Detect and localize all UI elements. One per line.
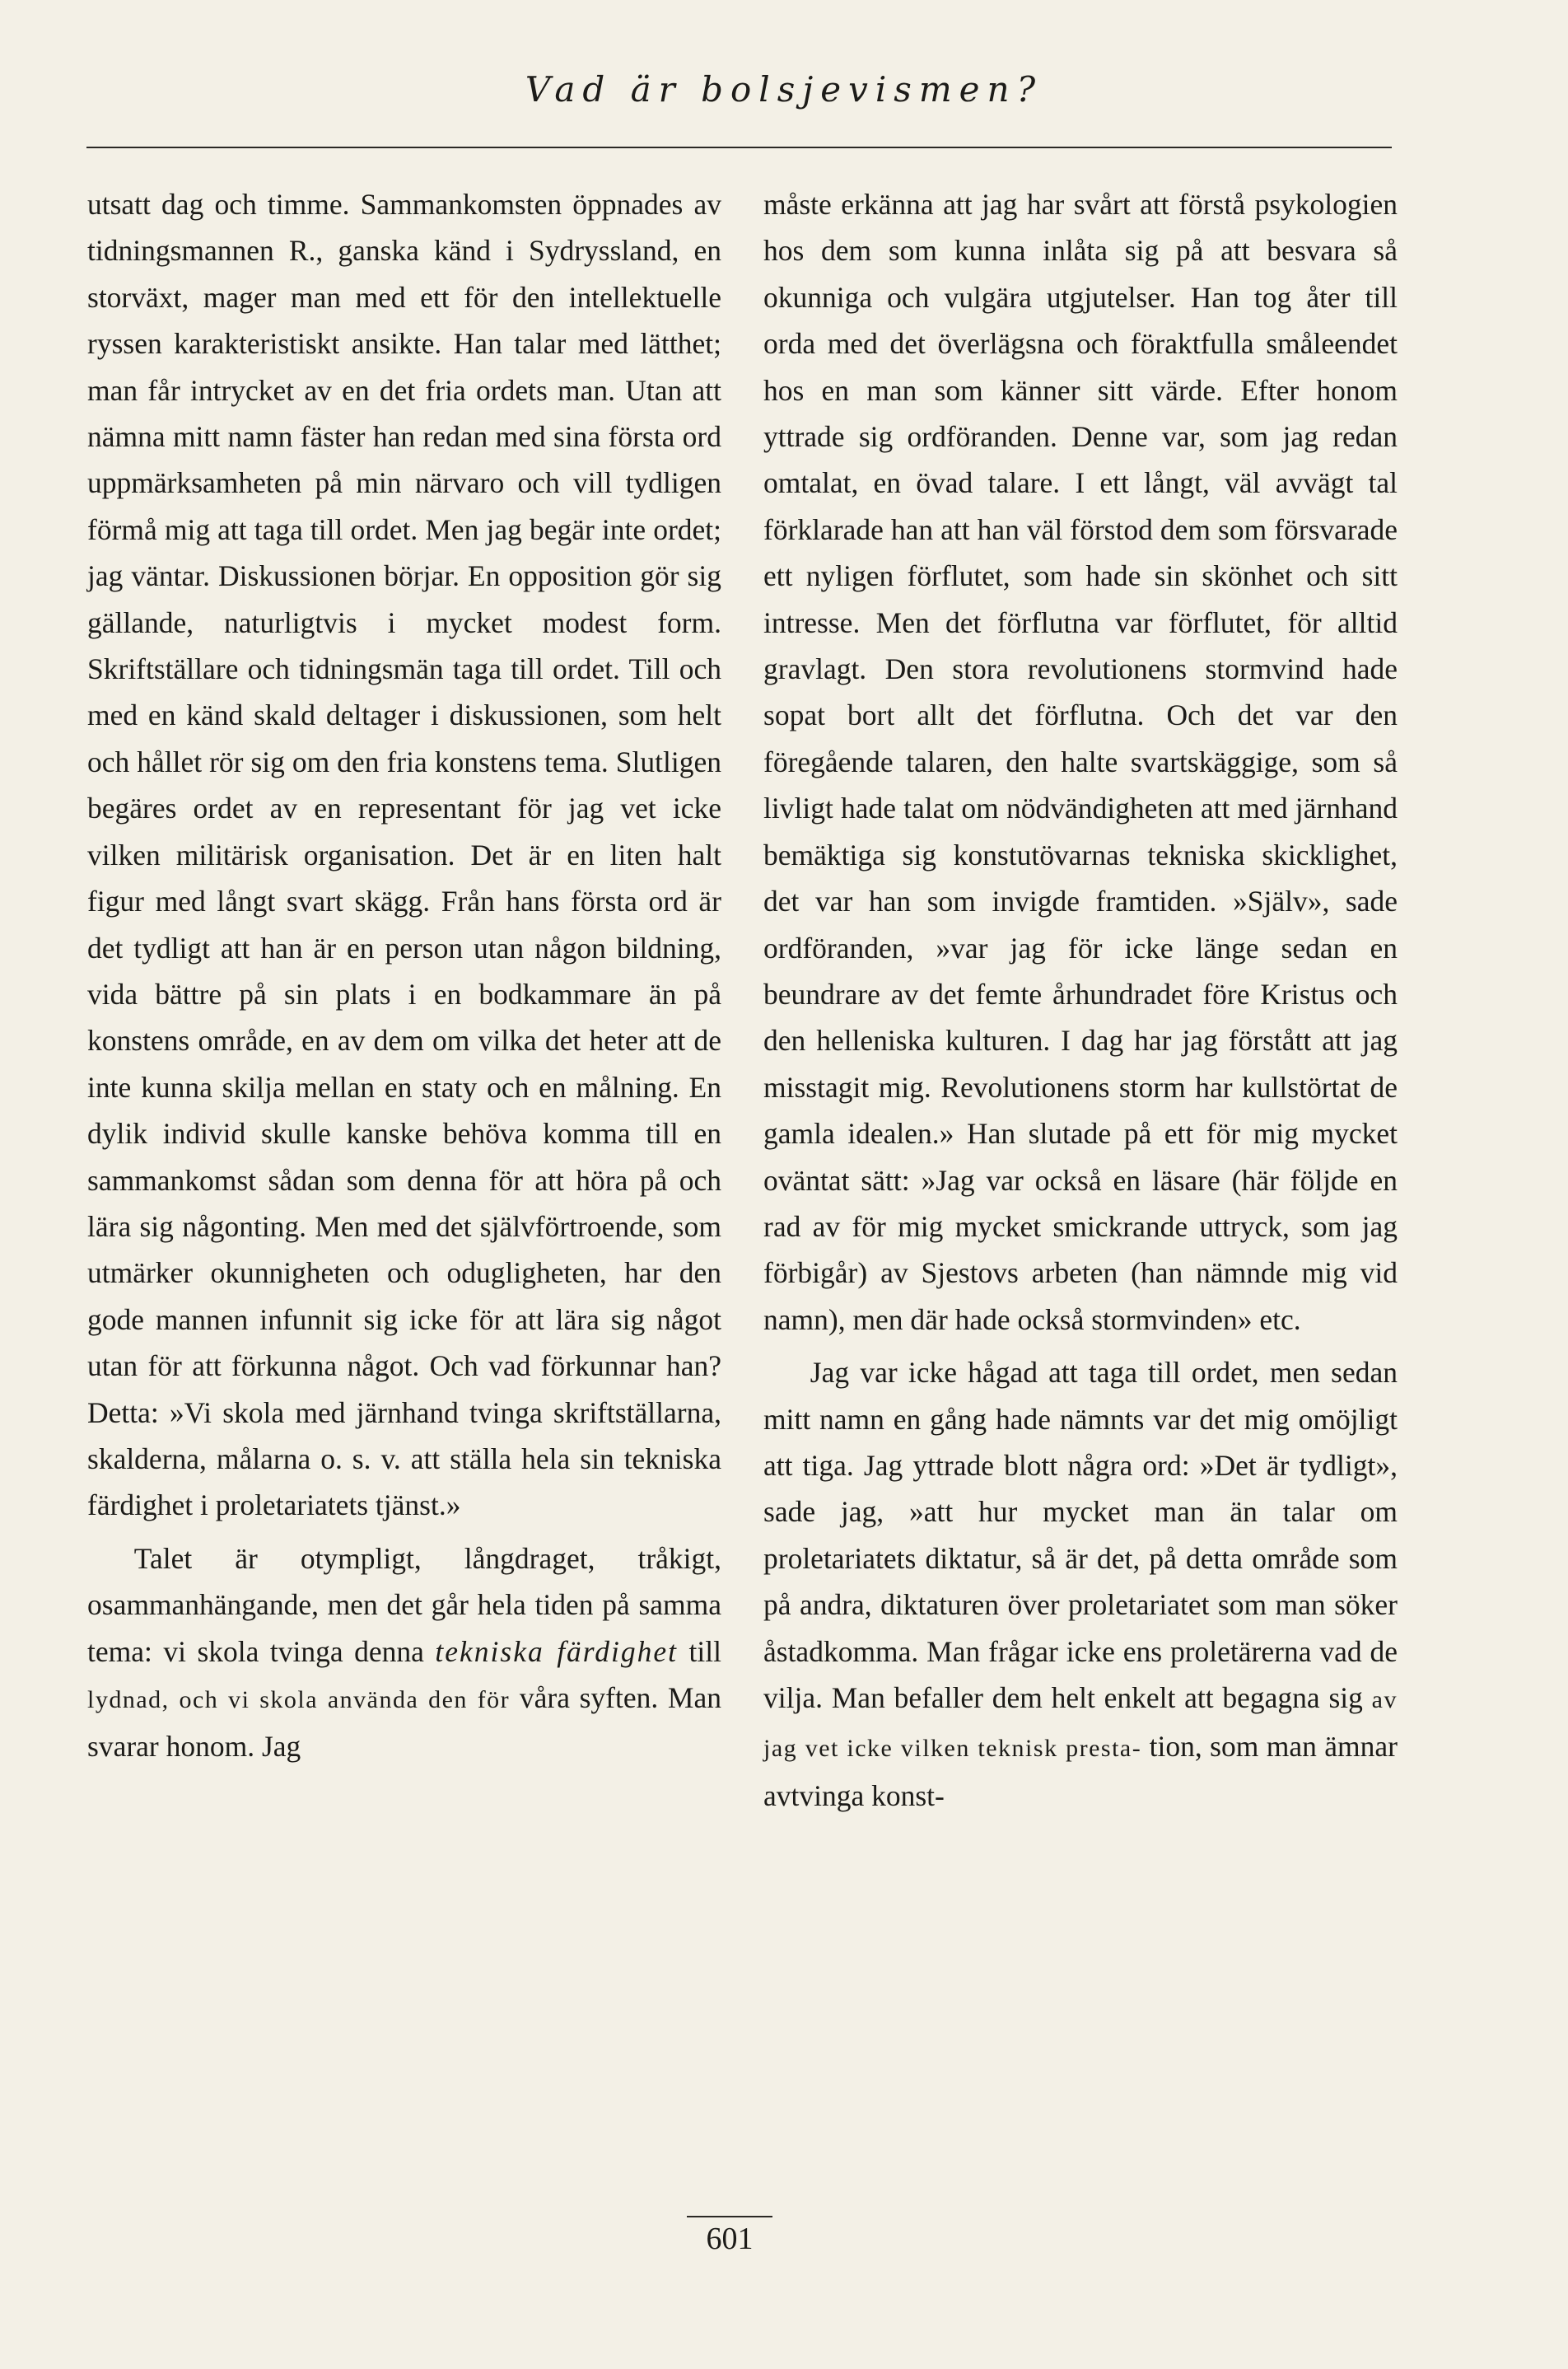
emphasis-tekniska-fardighet: tekniska färdighet — [435, 1634, 679, 1668]
left-paragraph-2-text-b: till — [688, 1634, 721, 1668]
right-column — [763, 181, 1398, 1819]
header-rule — [86, 147, 1392, 148]
left-paragraph-2 — [87, 1535, 721, 1770]
right-paragraph-2-text-a: Jag var icke hågad att taga till ordet, men sedan mitt namn en gång hade nämnts var det mig omöjligt att tiga. Jag yttrade blott några ord: »Det är tydligt», sade jag, »att hur mycket man än talar om proletariatets diktatur, så är det, på detta område som på andra, diktaturen över proletariatet som man söker åstadkomma. Man frågar icke ens proletärerna vad de vilja. Man befaller dem helt enkelt att begagna sig — [763, 1356, 1398, 1714]
right-paragraph-2-text-b: av jag vet icke vilken teknisk presta- — [763, 1686, 1398, 1763]
right-paragraph-1: måste erkänna att jag har svårt att förstå psykologien hos dem som kunna inlåta sig på att besvara så okunniga och vulgära utgjutelser. Han tog åter till orda med det överlägsna och föraktfulla småleendet hos en man som känner sitt värde. Efter honom yttrade sig ordföranden. Denne var, som jag redan omtalat, en övad talare. I ett långt, väl avvägt tal förklarade han att han väl förstod dem som försvarade ett nyligen förflutet, som hade sin skönhet och sitt intresse. Men det förflutna var förflutet, för alltid gravlagt. Den stora revolutionens stormvind hade sopat bort allt det förflutna. Och det var den föregående talaren, den halte svartskäggige, som så livligt hade talat om nödvändigheten att med järnhand bemäktiga sig konstutövarnas tekniska skicklighet, det var han som invigde framtiden. »Själv», sade ordföranden, »var jag för icke länge sedan en beundrare av det femte århundradet före Kristus och den helleniska kulturen. I dag har jag förstått att jag misstagit mig. Revolutionens storm har kullstörtat de gamla idealen.» Han slutade på ett för mig mycket oväntat sätt: »Jag var också en läsare (här följde en rad av för mig mycket smickrande uttryck, som jag förbigår) av Sjestovs arbeten (han nämnde mig vid namn), men där hade också stormvinden» etc. — [763, 188, 1398, 1336]
left-paragraph-1: utsatt dag och timme. Sammankomsten öppnades av tidningsmannen R., ganska känd i Sydryssland, en storväxt, mager man med ett för den intellektuelle ryssen karakteristiskt ansikte. Han talar med lätthet; man får intrycket av en det fria ordets man. Utan att nämna mitt namn fäster han redan med sina första ord uppmärksamheten på min närvaro och vill tydligen förmå mig att taga till ordet. Men jag begär inte ordet; jag väntar. Diskussionen börjar. En opposition gör sig gällande, naturligtvis i mycket modest form. Skriftställare och tidningsmän taga till ordet. Till och med en känd skald deltager i diskussionen, som helt och hållet rör sig om den fria konstens tema. Slutligen begäres ordet av en representant för jag vet icke vilken militärisk organisation. Det är en liten halt figur med långt svart skägg. Från hans första ord är det tydligt att han är en person utan någon bildning, vida bättre på sin plats i en bodkammare än på konstens område, en av dem om vilka det heter att de inte kunna skilja mellan en staty och en målning. En dylik individ skulle kanske behöva komma till en sammankomst sådan som denna för att höra på och lära sig någonting. Men med det självförtroende, som utmärker okunnigheten och odugligheten, har den gode mannen infunnit sig icke för att lära sig något utan för att förkunna något. Och vad förkunnar han? Detta: »Vi skola med järnhand tvinga skriftställarna, skalderna, målarna o. s. v. att ställa hela sin tekniska färdighet i proletariatets tjänst.» — [87, 188, 721, 1522]
running-title: Vad är bolsjevismen? — [525, 69, 1043, 110]
page-number: 601 — [706, 2222, 754, 2256]
left-paragraph-2-text-d: våra syften. Man svarar honom. Jag — [87, 1681, 721, 1764]
left-paragraph-2-text-a: Talet är otympligt, långdraget, tråkigt, osammanhängande, men det går hela tiden på samma tema: vi skola tvinga denna — [87, 1541, 721, 1668]
left-paragraph-2-text-c: lydnad, och vi skola använda den för — [87, 1686, 511, 1713]
page-number-rule — [687, 2216, 772, 2217]
right-paragraph-2 — [763, 1349, 1398, 1819]
right-paragraph-2-text-c: tion, som man ämnar avtvinga konst- — [763, 1730, 1398, 1812]
left-column — [87, 181, 721, 1770]
